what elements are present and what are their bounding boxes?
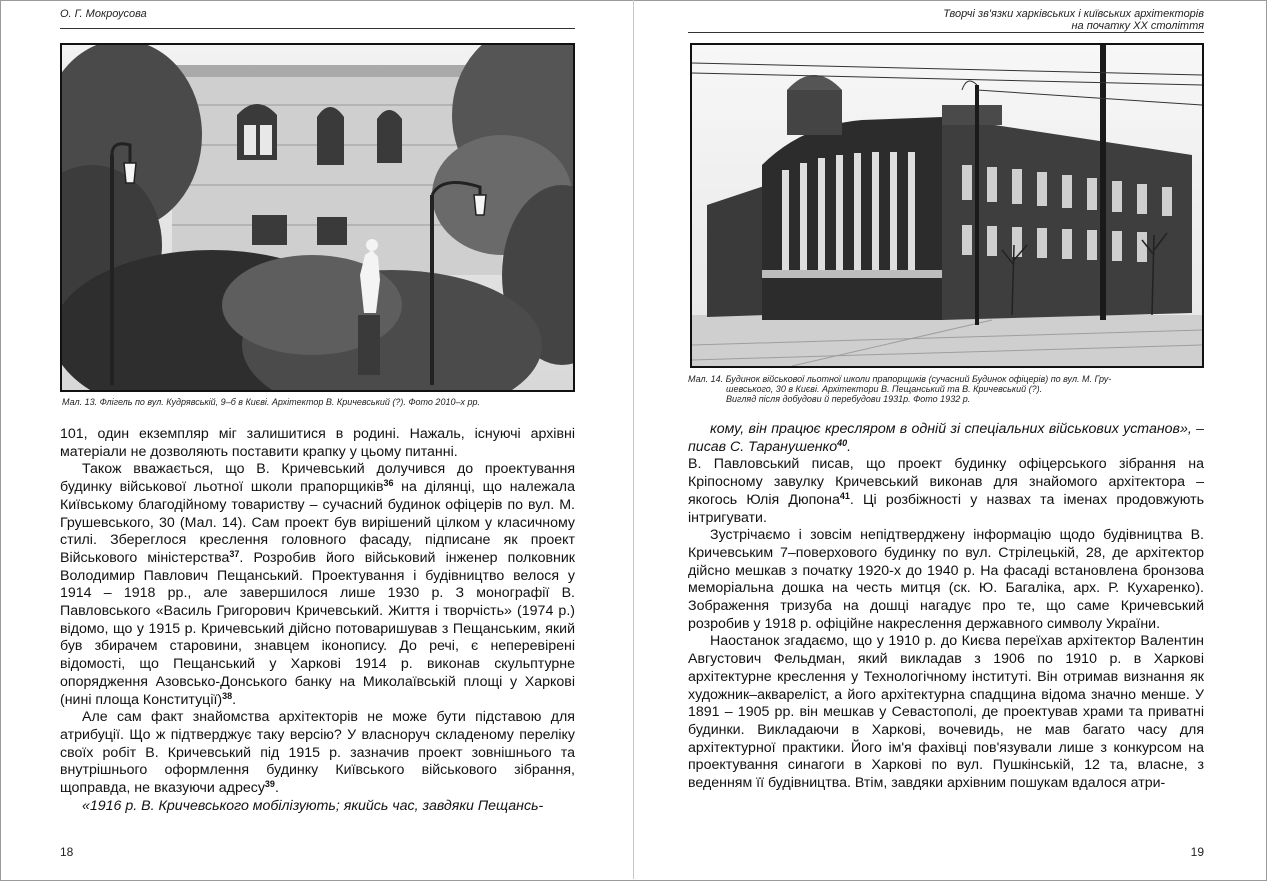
text-run: на ділянці, що належала Київському благодійному товариству – сучасний будинок офіцерів по вул. М. Грушевського, 30 (Мал. 14). Сам проект був вирішений цілком у класичному стилі. Збереглося креслення головного фасаду, підписане як проект Військового міністерства bbox=[60, 479, 575, 566]
footnote-ref[interactable]: 39 bbox=[264, 779, 275, 790]
photo-image bbox=[692, 45, 1202, 366]
header-rule bbox=[688, 32, 1204, 33]
text-run: Також вважається, що В. Кричевський долучився до проектування будинку військової льотної школи прапорщиків bbox=[60, 461, 575, 496]
page-number: 18 bbox=[60, 845, 74, 859]
paragraph: 101, один екземпляр міг залишитися в родині. Нажаль, існуючі архівні матеріали не дозволяють поставити крапку у цьому питанні. bbox=[60, 426, 575, 460]
text-run: В. Павловський писав, що проект будинку офіцерського зібрання на Кріпосному завулку Кричевський виконав для знайомого архітектора – якогось Юлія Дюпона bbox=[688, 456, 1204, 508]
paragraph bbox=[60, 461, 575, 709]
paragraph: Наостанок згадаємо, що у 1910 р. до Києва переїхав архітектор Валентин Августович Фельдман, який викладав з 1906 по 1910 р. в Харкові архітектурне креслення у Технологічному інституті. Він отримав визнання як художник–аквареліст, а його архітектурна спадщина відома значно менше. У 1891 – 1905 рр. він мешкав у Севастополі, де проектував храми та приватні будинки. Викладаючи в Харкові, вочевидь, не мав багато часу для архітектурної практики. Його ім'я фахівці пов'язували лише з конкурсом на проектування синагоги в Харкові по вул. Пушкінській, 12 та, власне, з веденням її будівництва. Втім, завдяки архівним пошукам вдалося атри- bbox=[688, 633, 1204, 792]
photo-caption-14 bbox=[688, 374, 1200, 404]
paragraph bbox=[688, 456, 1204, 527]
text-run: . Розробив його військовий інженер полковник Володимир Павлович Пещанський. Проектування і будівництво велося у 1914 – 1918 рр., але завершилося лише 1930 р. З монографії В. Павловського «Василь Григорович Кричевський. Життя і творчість» (1974 р.) відомо, що у 1915 р. Кричевський дійсно потоваришував з Пещанським, який був збирачем старовини, знавцем іконопису. До речі, є неперевірені відомості, що Пещанський у Харкові 1914 р. виконав скульптурне опорядження Азовсько-Донського банку на Миколаївській площі у Харкові (нині площа Конституції) bbox=[60, 549, 575, 708]
text-run: . Ці розбіжності у назвах та іменах продовжують інтригувати. bbox=[688, 491, 1205, 526]
caption-line: Вигляд після добудови й перебудови 1931р. Фото 1932 р. bbox=[726, 394, 971, 404]
photo-fligel-kudriavska bbox=[60, 43, 575, 392]
running-head-line: на початку ХХ століття bbox=[1071, 20, 1204, 32]
paragraph: Зустрічаємо і зовсім непідтверджену інформацію щодо будівництва В. Кричевським 7–поверхового будинку по вул. Стрілецькій, 28, де архітектор дійсно мешкав з початку 1920-х до 1940 р. На фасаді встановлена бронзова меморіальна дошка на честь митця (ск. Ю. Багаліка, арх. Р. Кухаренко). Зображення тризуба на дошці нагадує про те, що саме Кричевський розробив у 1918 р. офіційне накреслення державного символу України. bbox=[688, 527, 1204, 632]
text-run: Але сам факт знайомства архітекторів не може бути підставою для атрибуції. Що ж підтверджує таку версію? У власноруч складеному переліку своїх робіт В. Кричевський під 1915 р. зазначив проект зовнішнього та внутрішнього оформлення будинку Київського військового зібрання, щоправда, не вказуючи адресу bbox=[60, 709, 575, 797]
caption-line: шевського, 30 в Києві. Архітектори В. Пещанський та В. Кричевський (?). bbox=[726, 384, 1043, 394]
running-head-line: Творчі зв'язки харківських і київських архітекторів bbox=[943, 8, 1204, 20]
photo-officers-house bbox=[690, 43, 1204, 368]
running-head-title bbox=[943, 8, 1204, 32]
left-page bbox=[60, 0, 575, 881]
footnote-ref[interactable]: 37 bbox=[229, 548, 240, 559]
header-rule bbox=[60, 28, 575, 29]
right-page bbox=[688, 0, 1204, 881]
photo-image bbox=[62, 45, 573, 390]
quote-paragraph bbox=[688, 421, 1204, 456]
book-spine bbox=[633, 0, 634, 879]
text-run: кому, він працює кресляром в одній зі спеціальних військових установ», – писав С. Таранушенко bbox=[688, 421, 1204, 455]
left-body-text bbox=[60, 426, 575, 815]
paragraph bbox=[60, 709, 575, 798]
right-body-text bbox=[688, 421, 1204, 793]
footnote-ref[interactable]: 41 bbox=[839, 490, 850, 501]
footnote-ref[interactable]: 38 bbox=[222, 690, 233, 701]
photo-caption-13: Мал. 13. Флігель по вул. Кудрявській, 9–б в Києві. Архітектор В. Кричевський (?). Фото 2010–х рр. bbox=[62, 397, 480, 407]
text-run: . bbox=[847, 438, 852, 455]
text-run: . bbox=[232, 691, 237, 708]
running-head-author: О. Г. Мокроусова bbox=[60, 8, 147, 20]
footnote-ref[interactable]: 40 bbox=[837, 437, 848, 448]
text-run: . bbox=[274, 780, 279, 797]
quote-paragraph: «1916 р. В. Кричевського мобілізують; якийсь час, завдяки Пещансь- bbox=[82, 797, 544, 814]
caption-line: Мал. 14. Будинок військової льотної школи прапорщиків (сучасний Будинок офіцерів) по вул. М. Гру- bbox=[688, 374, 1112, 384]
page-number: 19 bbox=[1190, 845, 1204, 859]
footnote-ref[interactable]: 36 bbox=[383, 478, 394, 489]
